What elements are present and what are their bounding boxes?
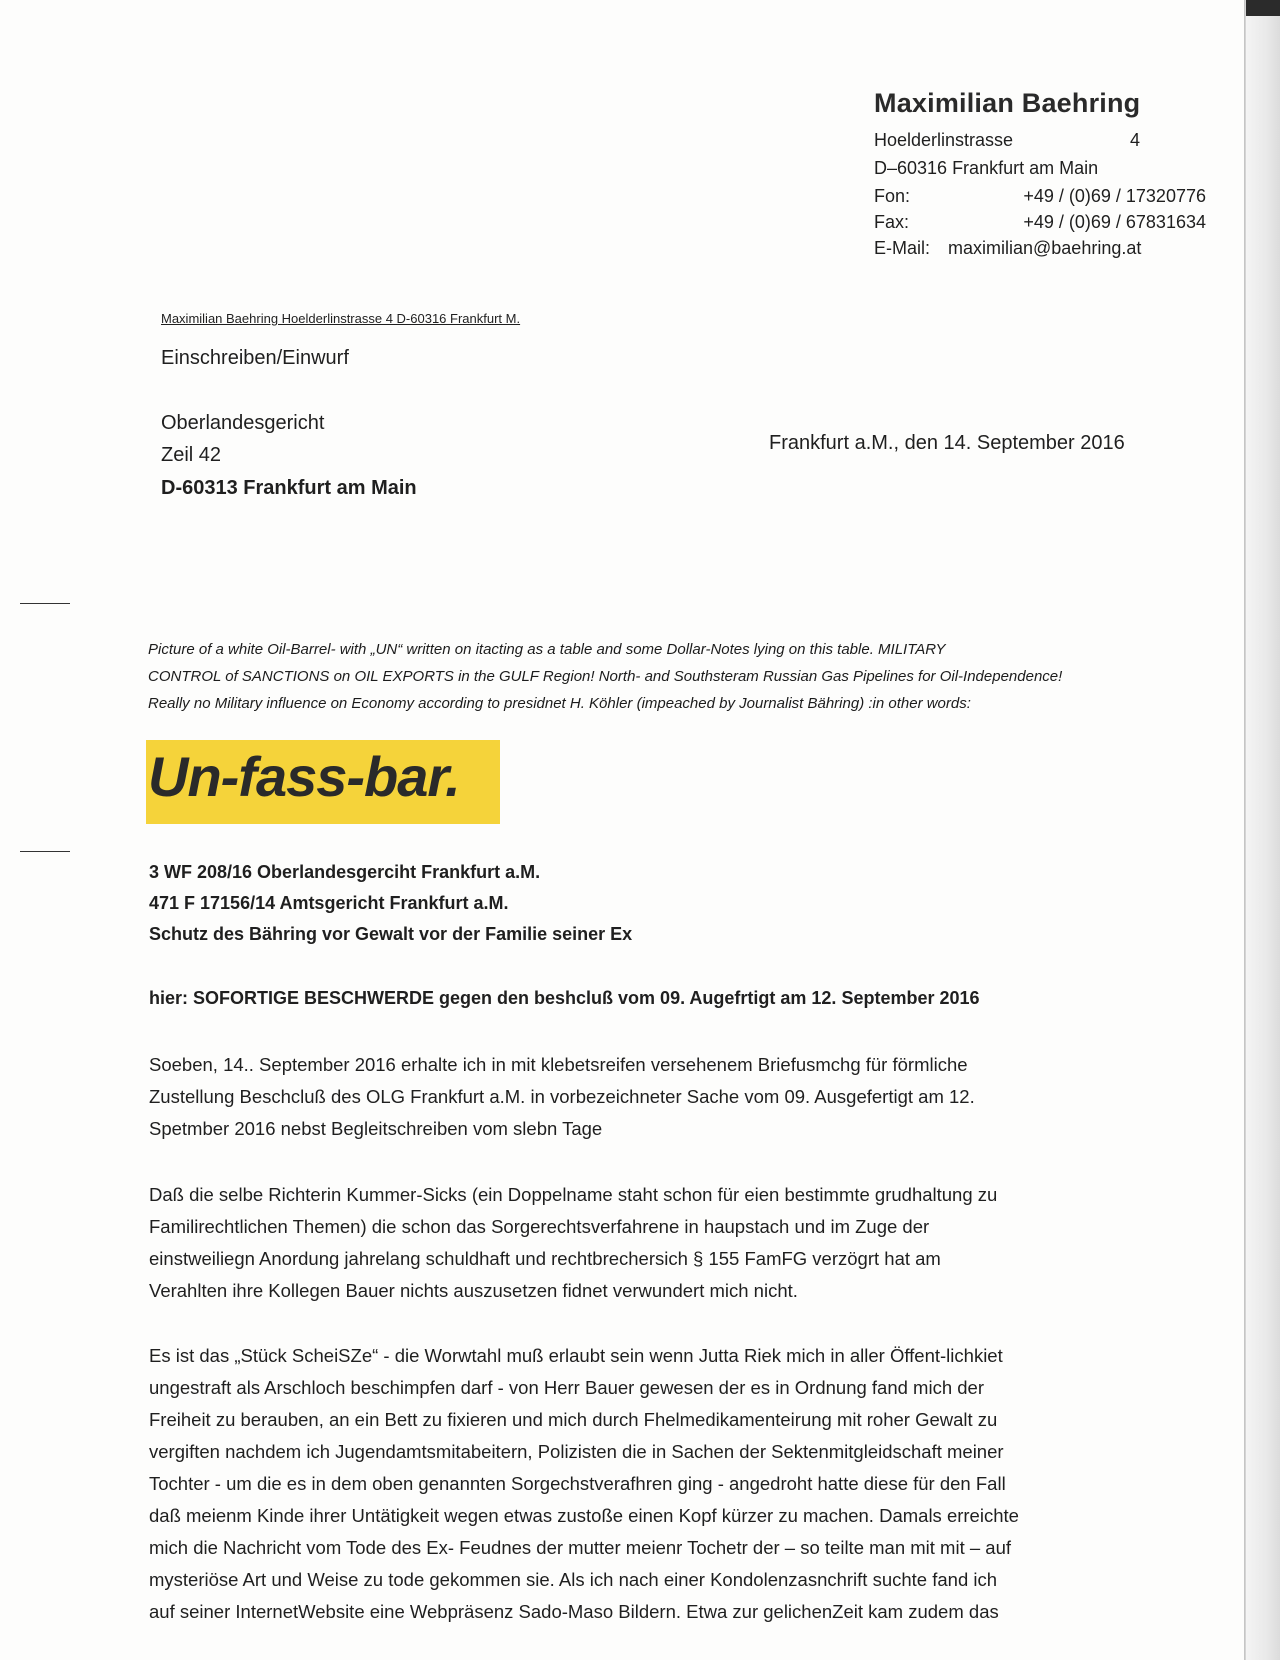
letterhead-name: Maximilian Baehring <box>874 88 1141 118</box>
paragraph-line: daß meienm Kinde ihrer Untätigkeit wegen etwas zustoße einen Kopf kürzer zu machen. Damals erreichte <box>149 1505 1019 1526</box>
recipient-city: D-60313 Frankfurt am Main <box>161 477 417 499</box>
paragraph-line: Familirechtlichen Themen) die schon das Sorgerechtsverfahrene in haupstach und im Zuge der <box>149 1216 930 1237</box>
letterhead-email <box>874 238 1141 259</box>
paragraph-line: Spetmber 2016 nebst Begleitschreiben vom slebn Tage <box>149 1118 603 1139</box>
paragraph-line: mich die Nachricht vom Tode des Ex- Feudnes der mutter meienr Tochetr der – so teilte man mit mit – auf <box>149 1537 1011 1558</box>
caption-line: Picture of a white Oil-Barrel- with „UN“ written on itacting as a table and some Dollar-Notes lying on this table. MILITARY <box>148 641 946 658</box>
recipient-name: Oberlandesgericht <box>161 412 325 434</box>
paragraph-line: Es ist das „Stück ScheiSZe“ - die Worwtahl muß erlaubt sein wenn Jutta Riek mich in aller Öffent-lichkiet <box>149 1345 1003 1366</box>
paragraph-line: ungestraft als Arschloch beschimpfen darf - von Herr Bauer gewesen der es in Ordnung fand mich der <box>149 1377 984 1398</box>
phone-number: +49 / (0)69 / 17320776 <box>1023 186 1206 206</box>
fax-number: +49 / (0)69 / 67831634 <box>1023 212 1206 232</box>
sender-return-address: Maximilian Baehring Hoelderlinstrasse 4 D-60316 Frankfurt M. <box>161 311 521 326</box>
paragraph-line: einstweiliegn Anordung jahrelang schuldhaft und rechtbrechersich § 155 FamFG verzögrt hat am <box>149 1248 941 1269</box>
fold-mark-top <box>20 603 70 604</box>
paragraph-line: Zustellung Beschcluß des OLG Frankfurt a.M. in vorbezeichneter Sache vom 09. Ausgefertigt am 12. <box>149 1086 975 1107</box>
paragraph-line: auf seiner InternetWebsite eine Webpräsenz Sado-Maso Bildern. Etwa zur gelichenZeit kam zudem das <box>149 1601 999 1622</box>
reference-olg: 3 WF 208/16 Oberlandesgerciht Frankfurt a.M. <box>149 862 541 882</box>
caption-line: Really no Military influence on Economy according to presidnet H. Köhler (impeached by Journalist Bähring) :in other words: <box>148 695 971 712</box>
email-address: maximilian@baehring.at <box>948 238 1142 258</box>
house-number: 4 <box>1130 130 1141 150</box>
paragraph-1 <box>149 1049 1149 1145</box>
phone-label: Fon: <box>874 186 911 206</box>
paragraph-line: Freiheit zu berauben, an ein Bett zu fixieren und mich durch Fhelmedikamenteirung mit roher Gewalt zu <box>149 1409 998 1430</box>
paragraph-line: Soeben, 14.. September 2016 erhalte ich in mit klebetsreifen versehenem Briefusmchg für förmliche <box>149 1054 968 1075</box>
paragraph-line: Daß die selbe Richterin Kummer-Sicks (ein Doppelname staht schon für eien bestimmte grudhaltung zu <box>149 1184 998 1205</box>
fax-label: Fax: <box>874 212 910 232</box>
letterhead-fax <box>874 212 1206 233</box>
date-line: Frankfurt a.M., den 14. September 2016 <box>769 432 1125 454</box>
paragraph-line: mysteriöse Art und Weise zu tode gekommen sie. Als ich nach einer Kondolenzasnchrift suchte fand ich <box>149 1569 998 1590</box>
paragraph-line: vergiften nachdem ich Jugendamtsmitabeitern, Polizisten die in Sachen der Sektenmitgleidschaft meiner <box>149 1441 1004 1462</box>
letterhead-phone <box>874 186 1206 207</box>
paragraph-line: Verahlten ihre Kollegen Bauer nichts auszusetzen fidnet verwundert mich nicht. <box>149 1280 798 1301</box>
highlight-heading: Un-fass-bar. <box>148 745 460 808</box>
paragraph-2 <box>149 1179 1149 1307</box>
letterhead-city: D–60316 Frankfurt am Main <box>874 158 1099 178</box>
paragraph-3 <box>149 1340 1149 1628</box>
reference-amtsgericht: 471 F 17156/14 Amtsgericht Frankfurt a.M. <box>149 893 509 913</box>
fold-mark-bottom <box>20 851 70 852</box>
email-label: E-Mail: <box>874 238 931 258</box>
paragraph-line: Tochter - um die es in dem oben genannten Sorgechstverafhren ging - angedroht hatte diese für den Fall <box>149 1473 1006 1494</box>
recipient-street: Zeil 42 <box>161 444 222 466</box>
subject-line: hier: SOFORTIGE BESCHWERDE gegen den beshcluß vom 09. Augefrtigt am 12. September 2016 <box>149 988 980 1008</box>
delivery-mode: Einschreiben/Einwurf <box>161 347 349 369</box>
scanner-corner-mark <box>1246 0 1280 16</box>
image-caption <box>148 636 1148 717</box>
caption-line: CONTROL of SANCTIONS on OIL EXPORTS in the GULF Region! North- and Southsteram Russian Gas Pipelines for Oil-Independence! <box>148 668 1063 685</box>
reference-matter: Schutz des Bähring vor Gewalt vor der Familie seiner Ex <box>149 924 633 944</box>
street-name: Hoelderlinstrasse <box>874 130 1014 150</box>
scanner-edge-strip <box>1246 0 1280 1660</box>
letterhead-street <box>874 130 1144 151</box>
